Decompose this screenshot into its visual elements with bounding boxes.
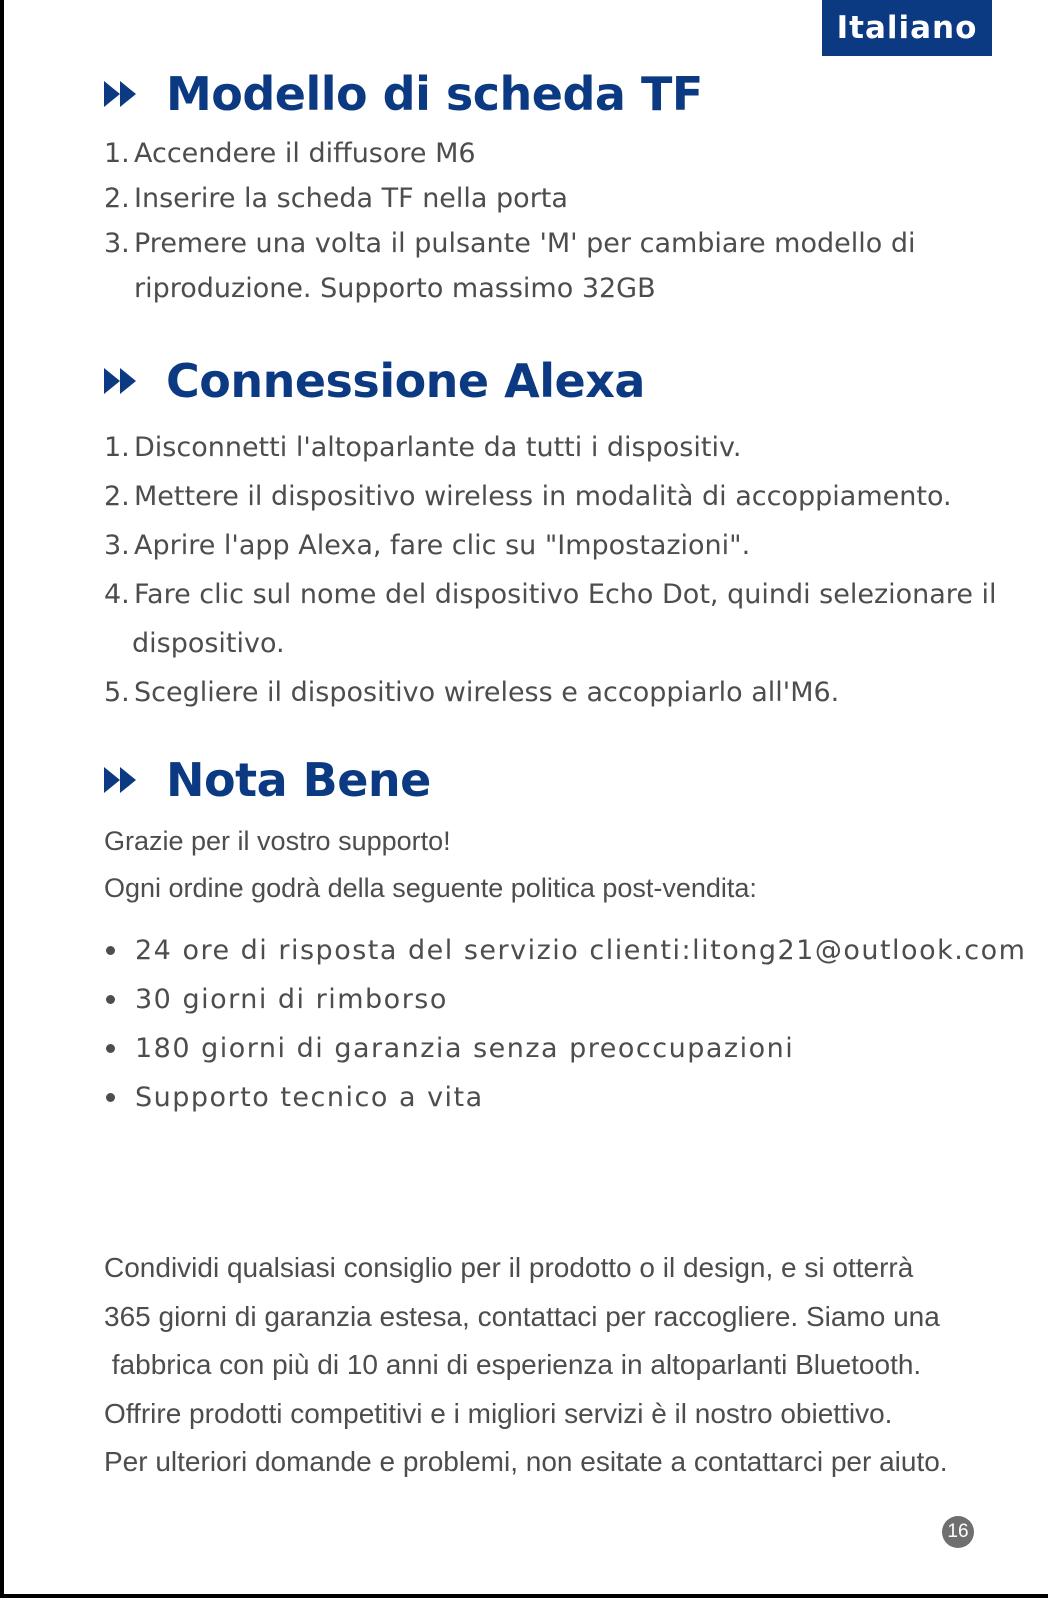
page-border-left: [0, 0, 4, 1598]
step-text: riproduzione. Supporto massimo 32GB: [134, 273, 656, 304]
page-number: 16: [942, 1516, 974, 1548]
bullet-text: Supporto tecnico a vita: [135, 1082, 484, 1113]
step-text: Aprire l'app Alexa, fare clic su "Impostazioni".: [134, 530, 751, 561]
closing-line: Condividi qualsiasi consiglio per il prodotto o il design, e si otterrà: [104, 1252, 914, 1283]
step-number: 3.: [104, 530, 130, 561]
bullet-icon: [106, 1044, 115, 1053]
step-text: dispositivo.: [132, 628, 285, 659]
double-arrow-icon: [104, 368, 140, 394]
section-title-text: Nota Bene: [166, 753, 431, 807]
closing-line: fabbrica con più di 10 anni di esperienza in altoparlanti Bluetooth.: [104, 1349, 922, 1380]
list-item: [104, 1024, 1026, 1073]
list-item: [104, 1073, 1026, 1122]
bullet-icon: [106, 995, 115, 1004]
list-item: [104, 668, 997, 717]
section-title-tf: [104, 66, 703, 122]
list-item: [104, 221, 916, 266]
bullet-icon: [106, 946, 115, 955]
step-number: 5.: [104, 677, 130, 708]
step-text: Disconnetti l'altoparlante da tutti i dispositiv.: [134, 432, 742, 463]
step-text: Premere una volta il pulsante 'M' per cambiare modello di: [134, 228, 916, 259]
step-number: 1.: [104, 138, 130, 169]
list-item: [104, 975, 1026, 1024]
list-item: [104, 472, 997, 521]
list-item: [104, 926, 1026, 975]
step-text: Scegliere il dispositivo wireless e accoppiarlo all'M6.: [134, 677, 840, 708]
list-item: [104, 423, 997, 472]
step-number: 3.: [104, 228, 130, 259]
tf-steps-list: [104, 131, 916, 311]
section-title-alexa: [104, 353, 645, 409]
step-number: 2.: [104, 481, 130, 512]
list-item: [104, 619, 997, 668]
alexa-steps-list: [104, 423, 997, 717]
step-number: 2.: [104, 183, 130, 214]
list-item: [104, 266, 916, 311]
list-item: [104, 521, 997, 570]
bullet-text: 30 giorni di rimborso: [135, 984, 448, 1015]
page-border-bottom: [0, 1594, 1048, 1598]
bullet-icon: [106, 1093, 115, 1102]
policy-intro-text: Ogni ordine godrà della seguente politica post-vendita:: [104, 873, 757, 903]
list-item: [104, 131, 916, 176]
section-title-text: Modello di scheda TF: [166, 67, 703, 121]
list-item: [104, 570, 997, 619]
closing-line: 365 giorni di garanzia estesa, contattaci per raccogliere. Siamo una: [104, 1300, 940, 1332]
closing-line: Offrire prodotti competitivi e i migliori servizi è il nostro obiettivo.: [104, 1397, 893, 1429]
step-number: 4.: [104, 579, 130, 610]
closing-line: Per ulteriori domande e problemi, non esitate a contattarci per aiuto.: [104, 1446, 948, 1477]
closing-paragraph: [104, 1244, 948, 1487]
double-arrow-icon: [104, 767, 140, 793]
thanks-text: Grazie per il vostro supporto!: [104, 826, 451, 856]
step-text: Mettere il dispositivo wireless in modalità di accoppiamento.: [134, 481, 952, 512]
step-text: Fare clic sul nome del dispositivo Echo Dot, quindi selezionare il: [134, 579, 997, 610]
step-number: 1.: [104, 432, 130, 463]
step-text: Accendere il diffusore M6: [134, 138, 476, 169]
policy-bullets-list: [104, 926, 1026, 1122]
step-text: Inserire la scheda TF nella porta: [134, 183, 568, 214]
bullet-text: 24 ore di risposta del servizio clienti:litong21@outlook.com: [135, 935, 1027, 966]
language-badge: Italiano: [822, 0, 992, 56]
double-arrow-icon: [104, 81, 140, 107]
list-item: [104, 176, 916, 221]
section-title-text: Connessione Alexa: [166, 354, 645, 408]
bullet-text: 180 giorni di garanzia senza preoccupazioni: [135, 1033, 795, 1064]
section-title-note: [104, 752, 431, 808]
